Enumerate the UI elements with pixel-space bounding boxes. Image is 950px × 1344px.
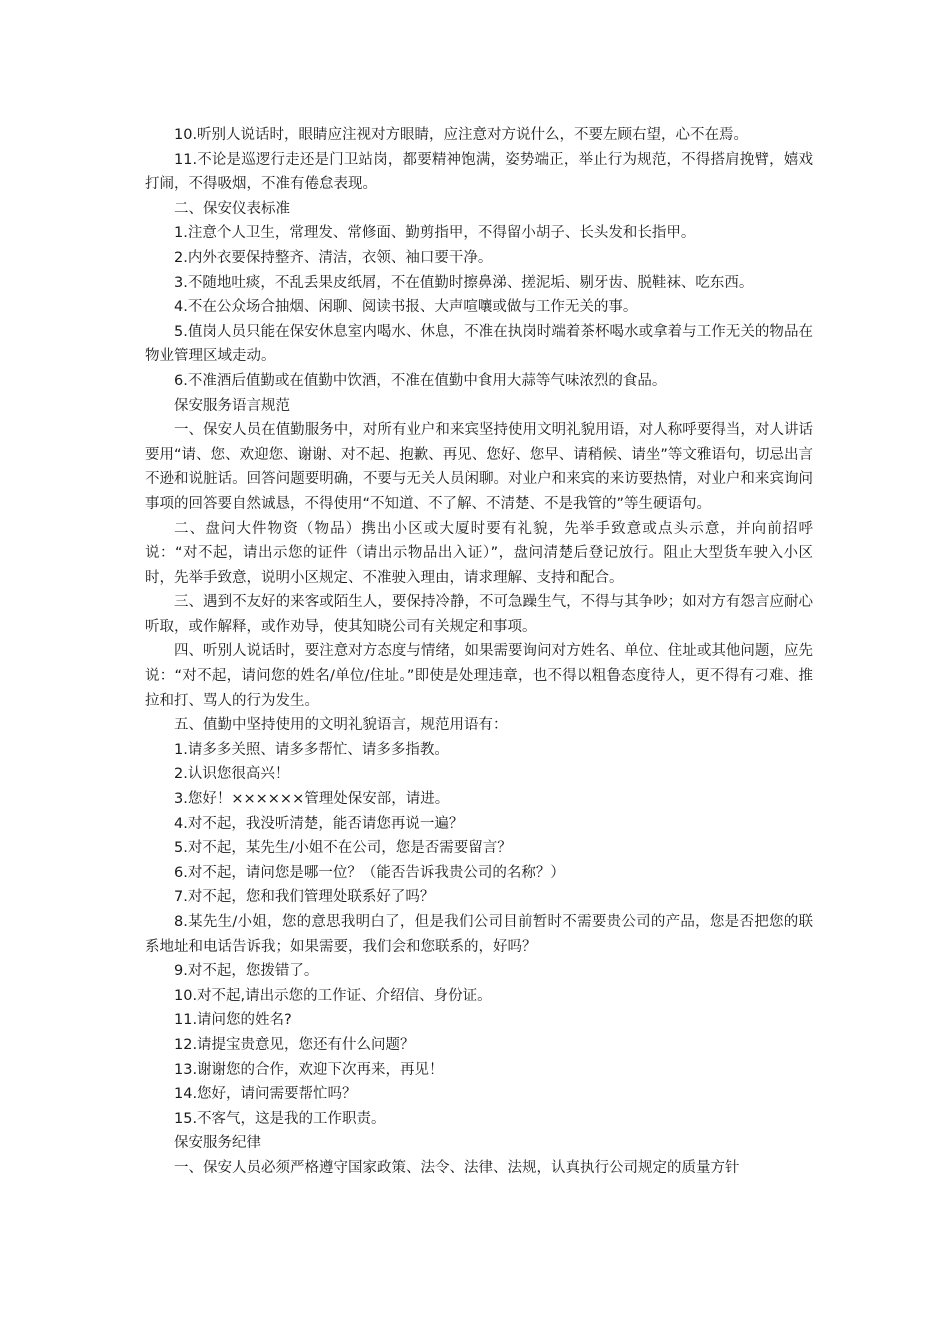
paragraph: 三、遇到不友好的来客或陌生人，要保持冷静，不可急躁生气，不得与其争吵；如对方有怨言应耐心听取，或作解释，或作劝导，使其知晓公司有关规定和事项。 — [145, 594, 813, 635]
list-item: 14.您好，请问需要帮忙吗？ — [174, 1086, 357, 1103]
list-item: 2.认识您很高兴！ — [174, 766, 290, 783]
list-item: 11.请问您的姓名? — [174, 1012, 292, 1029]
paragraph: 2.内外衣要保持整齐、清洁，衣领、袖口要干净。 — [174, 249, 493, 266]
paragraph: 1.注意个人卫生，常理发、常修面、勤剪指甲，不得留小胡子、长头发和长指甲。 — [174, 225, 696, 242]
document-body — [145, 123, 813, 1181]
section-heading: 保安服务语言规范 — [174, 397, 290, 414]
section-heading: 保安服务纪律 — [174, 1135, 261, 1152]
list-item: 4.对不起，我没听清楚，能否请您再说一遍？ — [174, 815, 464, 832]
paragraph: 一、保安人员在值勤服务中，对所有业户和来宾坚持使用文明礼貌用语，对人称呼要得当，对人讲话要用“请、您、欢迎您、谢谢、对不起、抱歉、再见、您好、您早、请稍候、请坐”等文雅语句，切忌出言不逊和说脏话。回答问题要明确，不要与无关人员闲聊。对业户和来宾的来访要热情，对业户和来宾询问事项的回答要自然诚恳，不得使用“不知道、不了解、不清楚、不是我管的”等生硬语句。 — [145, 422, 813, 512]
list-item: 12.请提宝贵意见，您还有什么问题？ — [174, 1036, 415, 1053]
list-item: 6.对不起，请问您是哪一位？（能否告诉我贵公司的名称？） — [174, 864, 565, 881]
list-item: 8.某先生/小姐，您的意思我明白了，但是我们公司目前暂时不需要贵公司的产品，您是否把您的联系地址和电话告诉我；如果需要，我们会和您联系的，好吗？ — [145, 914, 813, 955]
list-item: 10.对不起,请出示您的工作证、介绍信、身份证。 — [174, 987, 492, 1004]
list-item: 7.对不起，您和我们管理处联系好了吗？ — [174, 889, 435, 906]
paragraph: 四、听别人说话时，要注意对方态度与情绪，如果需要询问对方姓名、单位、住址或其他问题，应先说：“对不起，请问您的姓名/单位/住址。”即使是处理违章，也不得以粗鲁态度待人，更不得有刁难、推拉和打、骂人的行为发生。 — [145, 643, 813, 709]
paragraph: 11.不论是巡逻行走还是门卫站岗，都要精神饱满，姿势端正，举止行为规范，不得搭肩挽臂，嬉戏打闹，不得吸烟，不准有倦怠表现。 — [145, 151, 813, 193]
list-item: 15.不客气，这是我的工作职责。 — [174, 1110, 386, 1127]
section-heading: 二、保安仪表标准 — [174, 200, 290, 217]
paragraph: 5.值岗人员只能在保安休息室内喝水、休息，不准在执岗时端着茶杯喝水或拿着与工作无关的物品在物业管理区域走动。 — [145, 323, 813, 365]
paragraph: 3.不随地吐痰，不乱丢果皮纸屑，不在值勤时擦鼻涕、搓泥垢、剔牙齿、脱鞋袜、吃东西。 — [174, 274, 754, 291]
paragraph: 五、值勤中坚持使用的文明礼貌语言，规范用语有： — [174, 717, 508, 734]
list-item: 5.对不起，某先生/小姐不在公司，您是否需要留言？ — [174, 840, 512, 857]
paragraph: 二、盘问大件物资（物品）携出小区或大厦时要有礼貌，先举手致意或点头示意，并向前招呼说：“对不起，请出示您的证件（请出示物品出入证）”，盘问清楚后登记放行。阻止大型货车驶入小区时，先举手致意，说明小区规定、不准驶入理由，请求理解、支持和配合。 — [145, 520, 813, 586]
list-item: 9.对不起，您拨错了。 — [174, 963, 319, 980]
list-item: 13.谢谢您的合作，欢迎下次再来，再见！ — [174, 1061, 444, 1078]
paragraph: 6.不准酒后值勤或在值勤中饮酒，不准在值勤中食用大蒜等气味浓烈的食品。 — [174, 372, 667, 389]
paragraph: 一、保安人员必须严格遵守国家政策、法令、法律、法规，认真执行公司规定的质量方针 — [174, 1159, 740, 1176]
paragraph: 10.听别人说话时，眼睛应注视对方眼睛，应注意对方说什么，不要左顾右望，心不在焉。 — [174, 127, 749, 143]
paragraph: 4.不在公众场合抽烟、闲聊、阅读书报、大声喧嚷或做与工作无关的事。 — [174, 299, 638, 316]
list-item: 3.您好！××××××管理处保安部，请进。 — [174, 791, 450, 808]
list-item: 1.请多多关照、请多多帮忙、请多多指教。 — [174, 741, 449, 758]
